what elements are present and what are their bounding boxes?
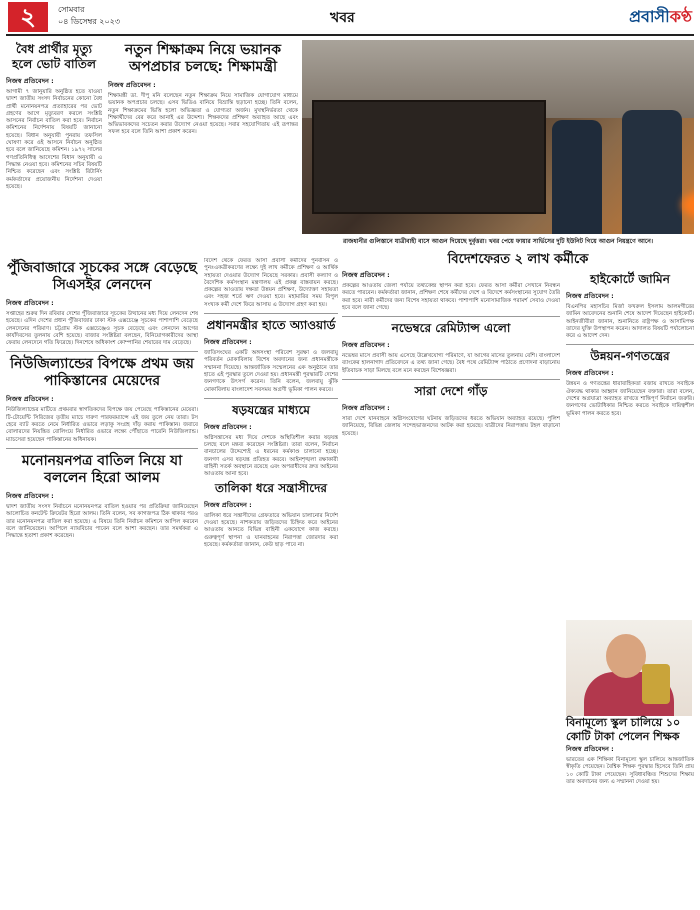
- headline: নতুন শিক্ষাক্রম নিয়ে ভয়ানক অপপ্রচার চলছে: শিক্ষামন্ত্রী: [124, 42, 282, 75]
- headline: উন্নয়ন-গণতন্ত্রের: [590, 349, 670, 364]
- byline: নিজস্ব প্রতিবেদন :: [108, 81, 156, 89]
- section-title: খবর: [330, 10, 355, 26]
- headline: ষড়যন্ত্রের মাধ্যমে: [232, 402, 310, 417]
- article-teacher: [566, 716, 694, 786]
- article-body: দ্বাদশ জাতীয় সংসদ নির্বাচনে মনোনয়নপত্র বাতিল হওয়ার পর প্রতিক্রিয়া জানিয়েছেন আলোচিত কনটেন্ট ক্রিয়েটর হিরো আলম। তিনি বলেন, সব কাগজপত্র ঠিক থাকার পরও তার মনোনয়নপত্র বাতিল করা হয়েছে। এ বিষয়ে তিনি নির্বাচন কমিশনে আপিল করবেন বলে জানিয়েছেন। আপিলে ন্যায়বিচার পাবেন বলে আশা করছেন। তার সমর্থকরা এ সিদ্ধান্তে হতাশা প্রকাশ করেছেন।: [6, 503, 198, 540]
- byline: নিজস্ব প্রতিবেদন :: [204, 500, 252, 509]
- article-body: ভারতের এক শিক্ষিকা বিনামূল্যে স্কুল চালিয়ে আন্তর্জাতিক স্বীকৃতি পেয়েছেন। বৈশ্বিক শিক্ষক পুরস্কার হিসেবে তিনি প্রায় ১০ কোটি টাকা পেয়েছেন। সুবিধাবঞ্চিত শিশুদের শিক্ষায় তার অবদানের জন্য এ সম্মাননা দেওয়া হয়।: [566, 757, 694, 785]
- article-body: অগ্নিসন্ত্রাসের মধ্য দিয়ে দেশকে অস্থিতিশীল করার ষড়যন্ত্র চলছে বলে মন্তব্য করেছেন সংশ্লিষ্টরা। তারা বলেন, নির্বাচন বানচালের উদ্দেশ্যেই এ ধরনের কর্মকাণ্ড চালানো হচ্ছে। জনগণ এসব ষড়যন্ত্র প্রতিহত করবে। আইনশৃঙ্খলা রক্ষাকারী বাহিনী সতর্ক অবস্থানে রয়েছে এবং অপরাধীদের দ্রুত আইনের আওতায় আনা হবে।: [204, 434, 338, 478]
- bus-fire-photo: [302, 40, 694, 234]
- article-curriculum: [108, 40, 298, 250]
- headline: হাইকোর্টে জামিন: [590, 272, 670, 286]
- article-body: সপ্তাহের শুরুর দিন রবিবার দেশের পুঁজিবাজারে সূচকের উত্থানের মধ্য দিয়ে লেনদেন শেষ হয়েছে। এদিন দেশের প্রধান পুঁজিবাজার ঢাকা স্টক এক্সচেঞ্জে সূচকের পাশাপাশি বেড়েছে লেনদেনের পরিমাণ। চট্টগ্রাম স্টক এক্সচেঞ্জেও সূচক বেড়েছে এবং লেনদেন আগের কার্যদিবসের তুলনায় বেশি হয়েছে। বাজার সংশ্লিষ্টরা বলছেন, বিনিয়োগকারীদের আস্থা ফেরায় লেনদেনে গতি ফিরেছে। দিনশেষে অধিকাংশ কোম্পানির শেয়ারের দাম বেড়েছে।: [6, 311, 198, 347]
- byline: নিজস্ব প্রতিবেদন :: [566, 292, 614, 300]
- headline: প্রধানমন্ত্রীর হাতে অ্যাওয়ার্ড: [206, 318, 336, 333]
- byline: নিজস্ব প্রতিবেদন :: [342, 271, 390, 279]
- logo-part-b: কণ্ঠ: [669, 7, 692, 26]
- teacher-photo: [566, 620, 692, 716]
- byline: নিজস্ব প্রতিবেদন :: [566, 369, 614, 378]
- byline: নিজস্ব প্রতিবেদন :: [6, 77, 54, 85]
- right-column: [566, 270, 694, 616]
- headline-returnee-workers: বিদেশফেরত ২ লাখ কর্মীকে: [447, 252, 589, 267]
- headline: পুঁজিবাজারে সূচকের সঙ্গে বেড়েছে সিএসইর লেনদেন: [7, 260, 197, 293]
- headline: মনোনয়নপত্র বাতিল নিয়ে যা বললেন হিরো আলম: [21, 452, 183, 486]
- headline: তালিকা ধরে সন্ত্রাসীদের: [214, 480, 328, 495]
- photo-caption: রাজধানীর গুলিস্তানে যাত্রীবাহী বাসে আগুন দিয়েছে দুর্বৃত্তরা। খবর পেয়ে ফায়ার সার্ভিসের দুটি ইউনিট গিয়ে আগুন নিয়ন্ত্রণে আনে।: [342, 238, 653, 245]
- article-body: বিএনপির মহাসচিব মির্জা ফখরুল ইসলাম আলমগীরের জামিন আবেদনের শুনানি শেষে আদেশ দিয়েছেন হাইকোর্ট। আইনজীবীরা জানান, শুনানিতে রাষ্ট্রপক্ষ ও আসামিপক্ষ তাদের যুক্তি উপস্থাপন করেন। আদালত বিষয়টি পর্যালোচনা করে এ আদেশ দেন।: [566, 304, 694, 340]
- issue-date: [58, 4, 120, 28]
- logo-part-a: প্রবাসী: [629, 7, 670, 26]
- byline: নিজস্ব প্রতিবেদন :: [566, 745, 614, 753]
- headline: নভেম্বরে রেমিট্যান্স এলো: [391, 321, 511, 336]
- byline: নিজস্ব প্রতিবেদন :: [204, 422, 252, 431]
- byline: নিজস্ব প্রতিবেদন :: [6, 395, 54, 404]
- headline: বিনামূল্যে স্কুল চালিয়ে ১০ কোটি টাকা পেলেন শিক্ষক: [566, 716, 681, 743]
- byline: নিজস্ব প্রতিবেদন :: [204, 338, 252, 347]
- issue-day: সোমবার: [58, 5, 85, 14]
- article-body: নিউজিল্যান্ডের মাটিতে প্রথমবার স্বাগতিকদের বিপক্ষে জয় পেয়েছে পাকিস্তানের মেয়েরা। টি-টোয়েন্টি সিরিজের তৃতীয় ম্যাচে দারুণ পারফরম্যান্সে এই জয় তুলে নেয় তারা। টস হেরে ব্যাট করতে নেমে নির্ধারিত ওভারে লড়াকু সংগ্রহ দাঁড় করায় পাকিস্তান। জবাবে বোলারদের নিয়ন্ত্রিত বোলিংয়ে নির্ধারিত ওভারে লক্ষ্যে পৌঁছাতে পারেনি নিউজিল্যান্ড। ম্যাচসেরা হয়েছেন পাকিস্তানের অধিনায়ক।: [6, 407, 198, 443]
- header-rule: [6, 34, 694, 36]
- article-body: শিক্ষামন্ত্রী ডা. দীপু মনি বলেছেন নতুন শিক্ষাক্রম নিয়ে সামাজিক যোগাযোগ মাধ্যমে ভয়ানক অপপ্রচার চলছে। এসব ভিডিও বানিয়ে বিভ্রান্তি ছড়ানো হচ্ছে। তিনি বলেন, নতুন শিক্ষাক্রমের ভিত্তি হলো অভিজ্ঞতা ও যোগ্যতা অর্জন। মুখস্থনির্ভরতা থেকে শিক্ষার্থীদের বের করে আনাই এর উদ্দেশ্য। শিক্ষকদের প্রশিক্ষণ অব্যাহত আছে এবং অভিভাবকদের সচেতন করার উদ্যোগ নেওয়া হয়েছে। সবার সহযোগিতায় এই রূপান্তর সফল হবে বলে তিনি আশা প্রকাশ করেন।: [108, 93, 298, 136]
- photo-caption-box: [302, 236, 694, 248]
- article-vote-cancel: [6, 40, 102, 252]
- article-body: নভেম্বর মাসে প্রবাসী আয় এসেছে উল্লেখযোগ্য পরিমাণে, যা আগের মাসের তুলনায় বেশি। বাংলাদেশ ব্যাংকের হালনাগাদ প্রতিবেদনে এ তথ্য জানা গেছে। বৈধ পথে রেমিট্যান্স পাঠাতে প্রণোদনা বাড়ানোয় ইতিবাচক সাড়া মিলছে বলে মনে করছেন বিশেষজ্ঞরা।: [342, 353, 560, 374]
- page-header: [0, 0, 700, 34]
- headline: বৈধ প্রার্থীর মৃত্যু হলে ভোট বাতিল: [12, 42, 96, 71]
- byline: নিজস্ব প্রতিবেদন :: [342, 404, 390, 413]
- middle-column: [204, 258, 338, 906]
- article-body: তালিকা ধরে সন্ত্রাসীদের গ্রেফতারে অভিযান চালানোর নির্দেশ দেওয়া হয়েছে। নাশকতায় জড়িতদের চিহ্নিত করে আইনের আওতায় আনতে বিভিন্ন বাহিনী একযোগে কাজ করছে। গুরুত্বপূর্ণ স্থাপনা ও যানবাহনের নিরাপত্তা জোরদার করা হয়েছে। কর্মকর্তারা জানান, কেউ ছাড় পাবে না।: [204, 512, 338, 548]
- headline: সারা দেশে গাঁড়: [414, 384, 488, 399]
- article-body: উন্নয়ন ও গণতন্ত্রের ধারাবাহিকতা বজায় রাখতে সবাইকে ঐক্যবদ্ধ থাকার আহ্বান জানিয়েছেন বক্তারা। তারা বলেন, দেশের অগ্রযাত্রা অব্যাহত রাখতে শান্তিপূর্ণ নির্বাচন জরুরি। জনগণের ভোটাধিকার নিশ্চিত করতে সবাইকে দায়িত্বশীল ভূমিকা পালন করতে হবে।: [566, 381, 694, 417]
- headline: নিউজিল্যান্ডের বিপক্ষে প্রথম জয় পাকিস্তানের মেয়েদের: [10, 356, 194, 390]
- byline: নিজস্ব প্রতিবেদন :: [342, 341, 390, 350]
- article-body: সারা দেশে যানবাহনে অগ্নিসংযোগের ঘটনায় জড়িতদের ধরতে অভিযান অব্যাহত রয়েছে। পুলিশ জানিয়েছে, বিভিন্ন জেলায় সন্দেহভাজনদের আটক করা হয়েছে। যাত্রীদের নিরাপত্তায় টহল বাড়ানো হয়েছে।: [342, 416, 560, 437]
- newspaper-logo: [629, 4, 692, 31]
- article-body: জাতিসংঘের একটি অঙ্গসংস্থা পরিবেশ সুরক্ষা ও জলবায়ু পরিবর্তন মোকাবিলায় বিশেষ অবদানের জন্য প্রধানমন্ত্রীকে সম্মাননা দিয়েছে। আন্তর্জাতিক সম্মেলনের এক অনুষ্ঠানে তার হাতে এই পুরস্কার তুলে দেওয়া হয়। প্রধানমন্ত্রী পুরস্কারটি দেশের জনগণকে উৎসর্গ করেন। তিনি বলেন, জলবায়ু ঝুঁকি মোকাবিলায় বাংলাদেশ সবসময় অগ্রণী ভূমিকা পালন করবে।: [204, 350, 338, 393]
- article-body: আগামী ৭ জানুয়ারি অনুষ্ঠিত হতে যাওয়া দ্বাদশ জাতীয় সংসদ নির্বাচনের কোনো বৈধ প্রার্থী মনোনয়নপত্র প্রত্যাহারের পর ভোট গ্রহণের আগে মৃত্যুবরণ করলে সংশ্লিষ্ট আসনের নির্বাচন বাতিল করা হবে। নির্বাচন কমিশনের নির্দেশনায় বিষয়টি জানানো হয়েছে। বিধান অনুযায়ী পুনরায় তফসিল ঘোষণা করে ওই আসনে নির্বাচন অনুষ্ঠিত হবে বলে জানিয়েছে কমিশন। ১৯৭২ সালের গণপ্রতিনিধিত্ব আদেশের বিধান অনুযায়ী এ সিদ্ধান্ত নেওয়া হবে। কমিশনের সচিব বিষয়টি নিশ্চিত করেছেন এবং সংশ্লিষ্ট রিটার্নিং কর্মকর্তাদের প্রয়োজনীয় নির্দেশনা দেওয়া হয়েছে।: [6, 89, 102, 190]
- article-body: প্রকল্পের আওতায় জেলা পর্যায়ে তথ্যকেন্দ্র স্থাপন করা হবে। ফেরত আসা কর্মীরা সেখানে নিবন্ধন করতে পারবেন। কর্মকর্তারা জানান, প্রশিক্ষণ শেষে কর্মীদের দেশে ও বিদেশে কর্মসংস্থানের সুযোগ তৈরি করা হবে। নারী কর্মীদের জন্য বিশেষ সহায়তা থাকবে। পাশাপাশি মনোসামাজিক পরামর্শ সেবাও দেওয়া হবে বলে জানা গেছে।: [342, 283, 560, 311]
- left-lower-column: [6, 258, 198, 906]
- returnee-workers-column: [342, 270, 560, 906]
- article-body: বিদেশ থেকে ফেরত আসা প্রবাসী কর্মীদের পুনর্বাসন ও পুনঃএকত্রীকরণের লক্ষ্যে দুই লাখ কর্মীকে প্রশিক্ষণ ও আর্থিক সহায়তা দেওয়ার উদ্যোগ নিয়েছে সরকার। প্রবাসী কল্যাণ ও বৈদেশিক কর্মসংস্থান মন্ত্রণালয় এই প্রকল্প বাস্তবায়ন করছে। প্রকল্পের আওতায় দক্ষতা উন্নয়ন প্রশিক্ষণ, উদ্যোক্তা সহায়তা এবং সহজ শর্তে ঋণ দেওয়া হবে। মহামারির সময় বিপুল সংখ্যক কর্মী দেশে ফিরে আসায় এ উদ্যোগ গ্রহণ করা হয়।: [204, 258, 338, 308]
- byline: নিজস্ব প্রতিবেদন :: [6, 299, 54, 307]
- byline: নিজস্ব প্রতিবেদন :: [6, 491, 54, 500]
- issue-date-text: ০৪ ডিসেম্বর ২০২৩: [58, 17, 121, 26]
- page-number: ২: [8, 2, 48, 32]
